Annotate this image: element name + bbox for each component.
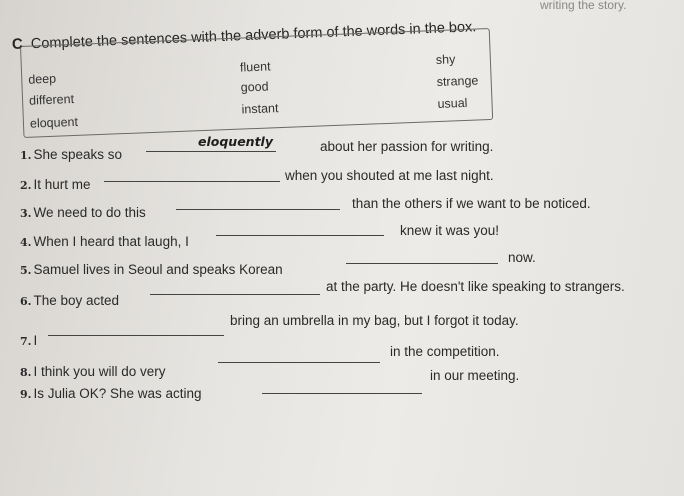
sentence-4-blank[interactable] — [216, 235, 384, 236]
word-good: good — [240, 79, 269, 95]
word-different: different — [28, 91, 75, 108]
sentence-3-start: 3. We need to do this — [20, 205, 146, 220]
sentence-7-blank[interactable] — [48, 335, 224, 336]
sentence-5-blank[interactable] — [346, 263, 498, 264]
word-box — [20, 28, 493, 138]
word-fluent: fluent — [239, 59, 271, 75]
sentence-3-blank[interactable] — [176, 209, 340, 210]
previous-exercise-text: writing the story. — [540, 0, 627, 12]
sentence-1-start: 1. She speaks so — [20, 147, 123, 162]
sentence-1-answer: eloquently — [198, 134, 273, 149]
sentence-8-blank[interactable] — [218, 362, 380, 363]
word-shy: shy — [435, 52, 456, 68]
word-instant: instant — [241, 101, 279, 117]
sentence-7-start: 7. I — [20, 333, 38, 348]
sentence-8-end: in the competition. — [390, 344, 500, 359]
sentence-6-blank[interactable] — [150, 294, 320, 295]
sentence-9-start: 9. Is Julia OK? She was acting — [20, 386, 202, 401]
sentence-5-start: 5. Samuel lives in Seoul and speaks Korean — [20, 262, 283, 277]
sentence-3-end: than the others if we want to be noticed. — [352, 196, 591, 211]
word-strange: strange — [436, 73, 479, 90]
sentence-4-end: knew it was you! — [400, 223, 500, 238]
sentence-4-start: 4. When I heard that laugh, I — [20, 234, 189, 249]
sentence-8-start: 8. I think you will do very — [20, 364, 166, 379]
word-eloquent: eloquent — [29, 114, 79, 131]
sentence-1-end: about her passion for writing. — [320, 139, 494, 154]
sentence-9-end: in our meeting. — [430, 368, 520, 383]
sentence-1-blank[interactable] — [146, 151, 276, 152]
sentence-9-blank[interactable] — [262, 393, 422, 394]
word-usual: usual — [437, 95, 468, 112]
word-deep: deep — [28, 71, 57, 87]
sentence-6-start: 6. The boy acted — [20, 293, 120, 308]
sentence-7-end: bring an umbrella in my bag, but I forgot it today. — [230, 313, 519, 328]
sentence-5-end: now. — [508, 250, 536, 265]
exercise-letter: C — [11, 35, 24, 53]
instruction-text: Complete the sentences with the adverb form of the words in the box. — [30, 19, 477, 53]
sentence-2-start: 2. It hurt me — [20, 177, 91, 192]
sentence-6-end: at the party. He doesn't like speaking to strangers. — [326, 279, 625, 294]
sentence-2-end: when you shouted at me last night. — [285, 168, 494, 183]
sentence-2-blank[interactable] — [104, 181, 280, 182]
